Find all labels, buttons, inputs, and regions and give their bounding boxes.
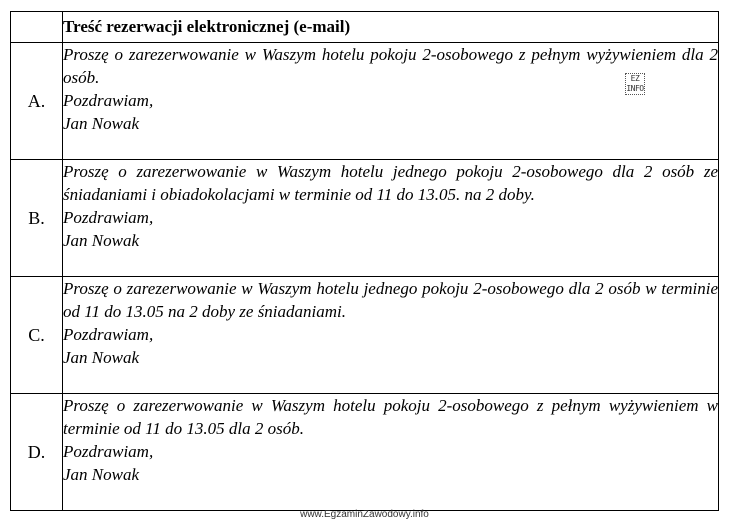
option-row-a[interactable] [11, 43, 719, 160]
signature: Jan Nowak [63, 231, 140, 250]
option-content [63, 277, 719, 394]
watermark-line2: INFO [626, 84, 644, 93]
greeting: Pozdrawiam, [63, 442, 154, 461]
watermark-line1: EZ [630, 74, 640, 83]
signature: Jan Nowak [63, 465, 140, 484]
source-footer[interactable]: www.EgzaminZawodowy.info [300, 509, 429, 520]
ezinfo-logo-icon [625, 73, 645, 95]
option-letter: C. [11, 277, 63, 394]
option-letter: B. [11, 160, 63, 277]
signature: Jan Nowak [63, 348, 140, 367]
reservation-text: Proszę o zarezerwowanie w Waszym hotelu pokoju 2-osobowego z pełnym wyżywieniem w terminie od 11 do 13.05 dla 2 osób. [63, 396, 718, 438]
option-row-d[interactable] [11, 394, 719, 511]
option-content [63, 43, 719, 160]
reservation-text: Proszę o zarezerwowanie w Waszym hotelu jednego pokoju 2-osobowego dla 2 osób ze śniadaniami i obiadokolacjami w terminie od 11 do 13.05. na 2 doby. [63, 162, 718, 204]
option-row-b[interactable] [11, 160, 719, 277]
reservation-text: Proszę o zarezerwowanie w Waszym hotelu jednego pokoju 2-osobowego dla 2 osób w terminie od 11 do 13.05 na 2 doby ze śniadaniami. [63, 279, 718, 321]
greeting: Pozdrawiam, [63, 91, 154, 110]
reservation-table [10, 11, 719, 511]
option-row-c[interactable] [11, 277, 719, 394]
table-header-row [11, 12, 719, 43]
greeting: Pozdrawiam, [63, 325, 154, 344]
header-empty-cell [11, 12, 63, 43]
greeting: Pozdrawiam, [63, 208, 154, 227]
signature: Jan Nowak [63, 114, 140, 133]
option-letter: D. [11, 394, 63, 511]
option-content [63, 160, 719, 277]
option-content [63, 394, 719, 511]
reservation-text: Proszę o zarezerwowanie w Waszym hotelu pokoju 2-osobowego z pełnym wyżywieniem dla 2 osób. [63, 45, 718, 87]
header-title: Treść rezerwacji elektronicznej (e-mail) [63, 12, 719, 43]
option-letter: A. [11, 43, 63, 160]
